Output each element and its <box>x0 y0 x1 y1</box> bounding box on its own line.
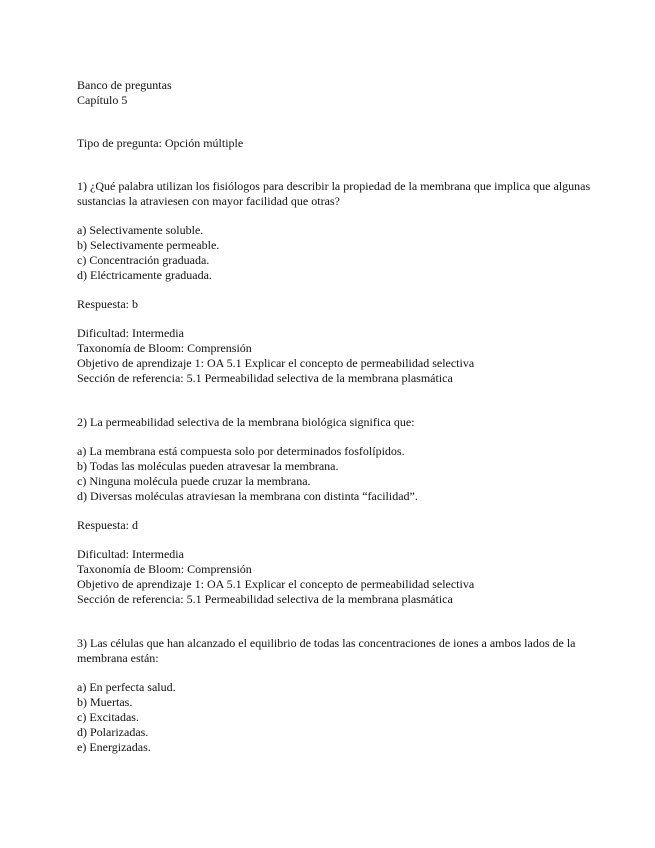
document-page <box>77 78 597 755</box>
option-d: d) Eléctricamente graduada. <box>77 268 212 282</box>
option-b: b) Muertas. <box>77 695 133 709</box>
learning-objective: Objetivo de aprendizaje 1: OA 5.1 Explicar el concepto de permeabilidad selectiva <box>77 577 475 591</box>
difficulty: Dificultad: Intermedia <box>77 547 184 561</box>
option-a: a) Selectivamente soluble. <box>77 223 204 237</box>
difficulty: Dificultad: Intermedia <box>77 326 184 340</box>
reference-section: Sección de referencia: 5.1 Permeabilidad selectiva de la membrana plasmática <box>77 371 453 385</box>
question-type: Tipo de pregunta: Opción múltiple <box>77 136 244 150</box>
option-c: c) Ninguna molécula puede cruzar la membrana. <box>77 474 311 488</box>
question-3 <box>77 636 597 755</box>
reference-section: Sección de referencia: 5.1 Permeabilidad selectiva de la membrana plasmática <box>77 592 453 606</box>
option-c: c) Concentración graduada. <box>77 253 210 267</box>
question-stem: 1) ¿Qué palabra utilizan los fisiólogos para describir la propiedad de la membrana que implica que algunas sustancias la atraviesen con mayor facilidad que otras? <box>77 179 591 208</box>
bank-title: Banco de preguntas <box>77 78 172 92</box>
learning-objective: Objetivo de aprendizaje 1: OA 5.1 Explicar el concepto de permeabilidad selectiva <box>77 356 475 370</box>
option-d: d) Diversas moléculas atraviesan la membrana con distinta “facilidad”. <box>77 489 418 503</box>
option-d: d) Polarizadas. <box>77 725 149 739</box>
chapter-title: Capítulo 5 <box>77 93 128 107</box>
option-e: e) Energizadas. <box>77 740 151 754</box>
question-2 <box>77 415 597 607</box>
bloom-taxonomy: Taxonomía de Bloom: Comprensión <box>77 562 252 576</box>
bloom-taxonomy: Taxonomía de Bloom: Comprensión <box>77 341 252 355</box>
option-b: b) Todas las moléculas pueden atravesar la membrana. <box>77 459 339 473</box>
answer: Respuesta: d <box>77 518 138 532</box>
option-a: a) En perfecta salud. <box>77 680 176 694</box>
option-a: a) La membrana está compuesta solo por determinados fosfolípidos. <box>77 444 405 458</box>
question-stem: 3) Las células que han alcanzado el equilibrio de todas las concentraciones de iones a ambos lados de la membrana están: <box>77 636 576 665</box>
option-b: b) Selectivamente permeable. <box>77 238 220 252</box>
option-c: c) Excitadas. <box>77 710 139 724</box>
question-1 <box>77 179 597 386</box>
question-stem: 2) La permeabilidad selectiva de la membrana biológica significa que: <box>77 415 415 429</box>
answer: Respuesta: b <box>77 297 138 311</box>
